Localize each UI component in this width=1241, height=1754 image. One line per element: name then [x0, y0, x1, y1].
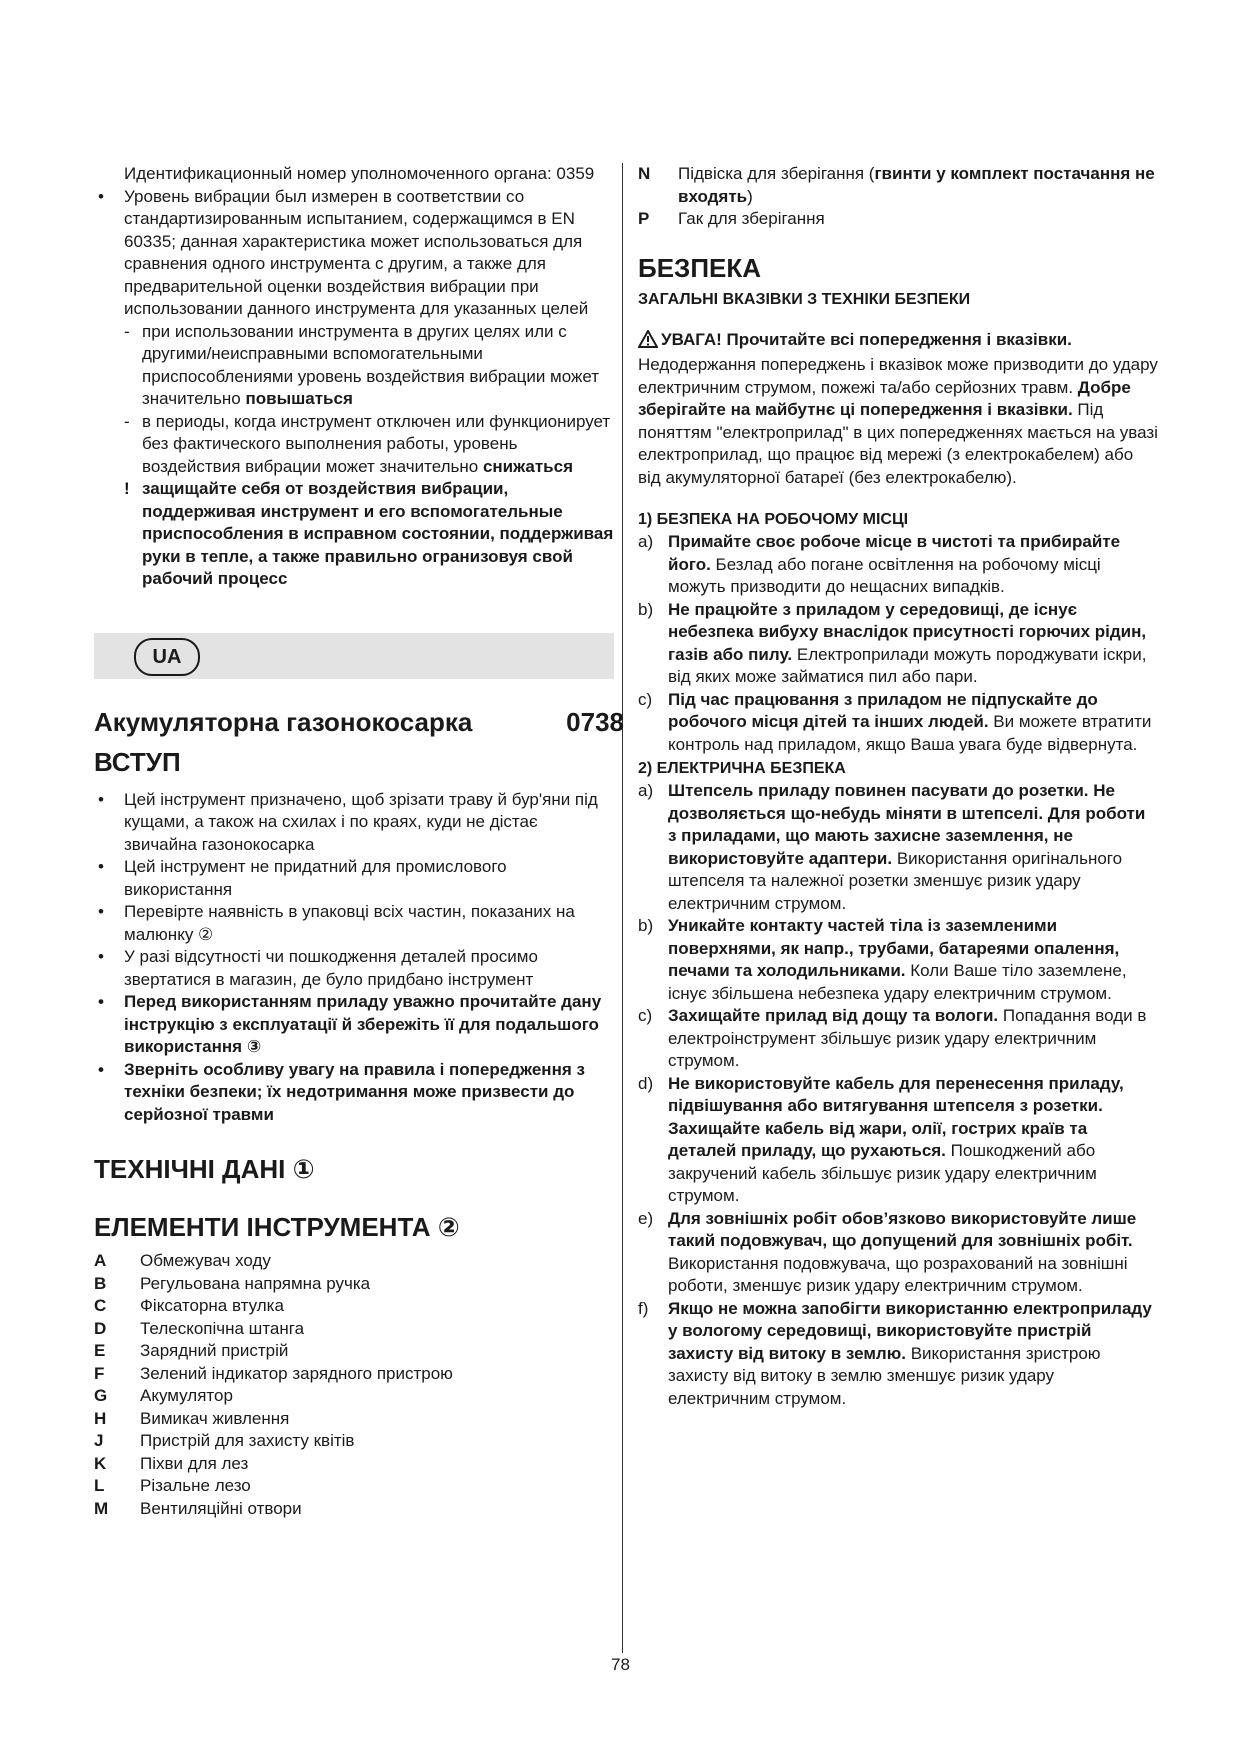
workplace-safety-list	[638, 531, 1158, 756]
electrical-safety-heading: 2) ЕЛЕКТРИЧНА БЕЗПЕКА	[638, 760, 846, 777]
product-title-row	[94, 705, 624, 739]
list-item: b) Не працюйте з приладом у середовищі, де існує небезпека вибуху внаслідок присутності горючих рідин, газів або пилу. Електроприлади можуть породжувати іскри, від яких може займатися пил або пари.	[638, 599, 1147, 686]
product-code: 0738	[566, 706, 624, 737]
list-item: • Цей інструмент призначено, щоб зрізати траву й бур'яни під кущами, а також на схилах і по краях, куди не дістає звичайна газонокосарка	[98, 789, 598, 854]
cert-text: Идентификационный номер уполномоченного органа: 0359	[124, 164, 595, 183]
list-item: H Вимикач живлення	[94, 1408, 290, 1428]
dash-item: - в периоды, когда инструмент отключен или функционирует без фактического выполнения работы, уровень воздействия вибрации может значительно снижаться	[124, 411, 611, 476]
warning-icon	[638, 330, 658, 355]
list-item: e) Для зовнішніх робіт обов’язково використовуйте лише такий подовжувач, що допущений для зовнішніх робіт. Використання подовжувача, що розрахований на зовнішні роботи, зменшує ризик удару електричним струмом.	[638, 1208, 1137, 1295]
list-item: C Фіксаторна втулка	[94, 1296, 284, 1315]
column-divider	[622, 163, 623, 1653]
exclamation-icon: !	[124, 479, 130, 498]
list-item: a) Примайте своє робоче місце в чистоті та прибирайте його. Безлад або погане освітлення на робочому місці можуть призводити до нещасних випадків.	[638, 532, 1121, 596]
page-number: 78	[611, 1655, 630, 1674]
bullet-icon: •	[98, 992, 104, 1011]
list-item: • Перевірте наявність в упаковці всіх частин, показаних на малюнку ②	[98, 902, 575, 944]
product-title: Акумуляторна газонокосарка	[94, 706, 473, 737]
list-item: E Зарядний пристрій	[94, 1341, 289, 1360]
list-item: • У разі відсутності чи пошкодження деталей просимо звертатися в магазин, де було придбано інструмент	[98, 947, 538, 989]
exclamation-note: ! защищайте себя от воздействия вибрации, поддерживая инструмент и его вспомогательные приспособления в исправном состоянии, поддерживая руки в тепле, а также правильно огранизовуя свой рабочий процесс	[124, 479, 614, 588]
general-safety-heading: ЗАГАЛЬНІ ВКАЗІВКИ З ТЕХНІКИ БЕЗПЕКИ	[638, 290, 971, 308]
bullet-icon: •	[98, 857, 104, 876]
dash-icon: -	[124, 321, 130, 341]
intro-bullets	[94, 789, 614, 1127]
elements-heading: ЕЛЕМЕНТИ ІНСТРУМЕНТА ②	[94, 1212, 460, 1242]
dash-icon: -	[124, 411, 130, 431]
bullet-icon: •	[98, 1059, 104, 1079]
list-item: • Цей інструмент не придатний для промислового використання	[98, 857, 507, 899]
legend-item-p: P Гак для зберігання	[638, 209, 825, 228]
list-item: c) Під час працювання з приладом не підпускайте до робочого місця дітей та інших людей. Ви можете втратити контроль над приладом, якщо Ваша увага буде відвернута.	[638, 689, 1152, 754]
list-item: a) Штепсель приладу повинен пасувати до розетки. Не дозволяється що-небудь міняти в штепселі. Для роботи з приладами, що мають захисне заземлення, не використовуйте адаптери. Використання оригінального штепселя та належної розетки зменшує ризик удару електричним струмом.	[638, 781, 1146, 913]
list-item: A Обмежувач ходу	[94, 1251, 271, 1270]
list-item: • Перед використанням приладу уважно прочитайте дану інструкцію з експлуатації й збережіть її для подальшого використання ③	[98, 992, 602, 1056]
right-column	[638, 163, 1158, 1410]
list-item: J Пристрій для захисту квітів	[94, 1431, 355, 1450]
list-item: b) Уникайте контакту частей тіла із заземленими поверхнями, як напр., трубами, батареями опалення, печами та холодильниками. Коли Ваше тіло заземлене, існує збільшена небезпека удару електричним струмом.	[638, 916, 1127, 1003]
vibration-bullet: • Уровень вибрации был измерен в соответствии со стандартизированным испытанием, содержащимся в EN 60335; данная характеристика может использоваться для сравнения одного инструмента с другим, а также для предварительной оценки воздействия вибрации при использовании данного инструмента для указанных целей	[98, 186, 589, 318]
list-item: B Регульована напрямна ручка	[94, 1273, 371, 1293]
list-item: • Зверніть особливу увагу на правила і попередження з техніки безпеки; їх недотримання може призвести до серйозної травми	[98, 1059, 585, 1124]
dash-item: - при использовании инструмента в других целях или с другими/неисправными вспомогательными приспособлениями уровень воздействия вибрации может значительно повышаться	[124, 321, 600, 408]
legend-item-n: N Підвіска для зберігання (гвинти у комплект постачання не входять)	[638, 164, 1155, 206]
list-item: F Зелений індикатор зарядного пристрою	[94, 1363, 453, 1383]
list-item: M Вентиляційні отвори	[94, 1498, 302, 1518]
bullet-icon: •	[98, 186, 104, 206]
language-badge: UA	[134, 638, 200, 676]
list-item: c) Захищайте прилад від дощу та вологи. Попадання води в електроінструмент збільшує ризик удару електричним струмом.	[638, 1006, 1147, 1070]
workplace-safety-heading: 1) БЕЗПЕКА НА РОБОЧОМУ МІСЦІ	[638, 511, 909, 528]
language-band	[94, 633, 614, 679]
list-item: K Піхви для лез	[94, 1453, 249, 1473]
list-item: D Телескопічна штанга	[94, 1318, 305, 1338]
warning-paragraph: УВАГА! Прочитайте всі попередження і вказівки. Недодержання попереджень і вказівок може призводити до удару електричним струмом, пожежі та/або серйозних травм. Добре зберігайте на майбутнє ці попередження і вказівки. Під поняттям "електроприлад" в цих попередженнях мається на увазі електроприлад, що працює від мережі (з електрокабелем) або від акумуляторної батареї (без електрокабелю).	[638, 329, 1158, 487]
safety-heading: БЕЗПЕКА	[638, 252, 761, 283]
electrical-safety-list	[638, 780, 1158, 1410]
list-item: G Акумулятор	[94, 1386, 233, 1405]
list-item: d) Не використовуйте кабель для перенесення приладу, підвішування або витягування штепселя з розетки. Захищайте кабель від жари, олії, гострих країв та деталей приладу, що рухаються. Пошкоджений або закручений кабель збільшує ризик удару електричним струмом.	[638, 1073, 1124, 1205]
list-item: L Різальне лезо	[94, 1476, 251, 1495]
bullet-icon: •	[98, 789, 104, 809]
bullet-icon: •	[98, 902, 104, 921]
list-item: f) Якщо не можна запобігти використанню електроприладу у вологому середовищі, використовуйте пристрій захисту від витоку в землю. Використання зристрою захисту від витоку в землю зменшує ризик удару електричним струмом.	[638, 1298, 1152, 1408]
left-column	[94, 163, 624, 1520]
elements-legend	[94, 1250, 614, 1520]
intro-heading: ВСТУП	[94, 746, 181, 777]
tech-data-heading: ТЕХНІЧНІ ДАНІ ①	[94, 1154, 315, 1184]
bullet-icon: •	[98, 947, 104, 966]
